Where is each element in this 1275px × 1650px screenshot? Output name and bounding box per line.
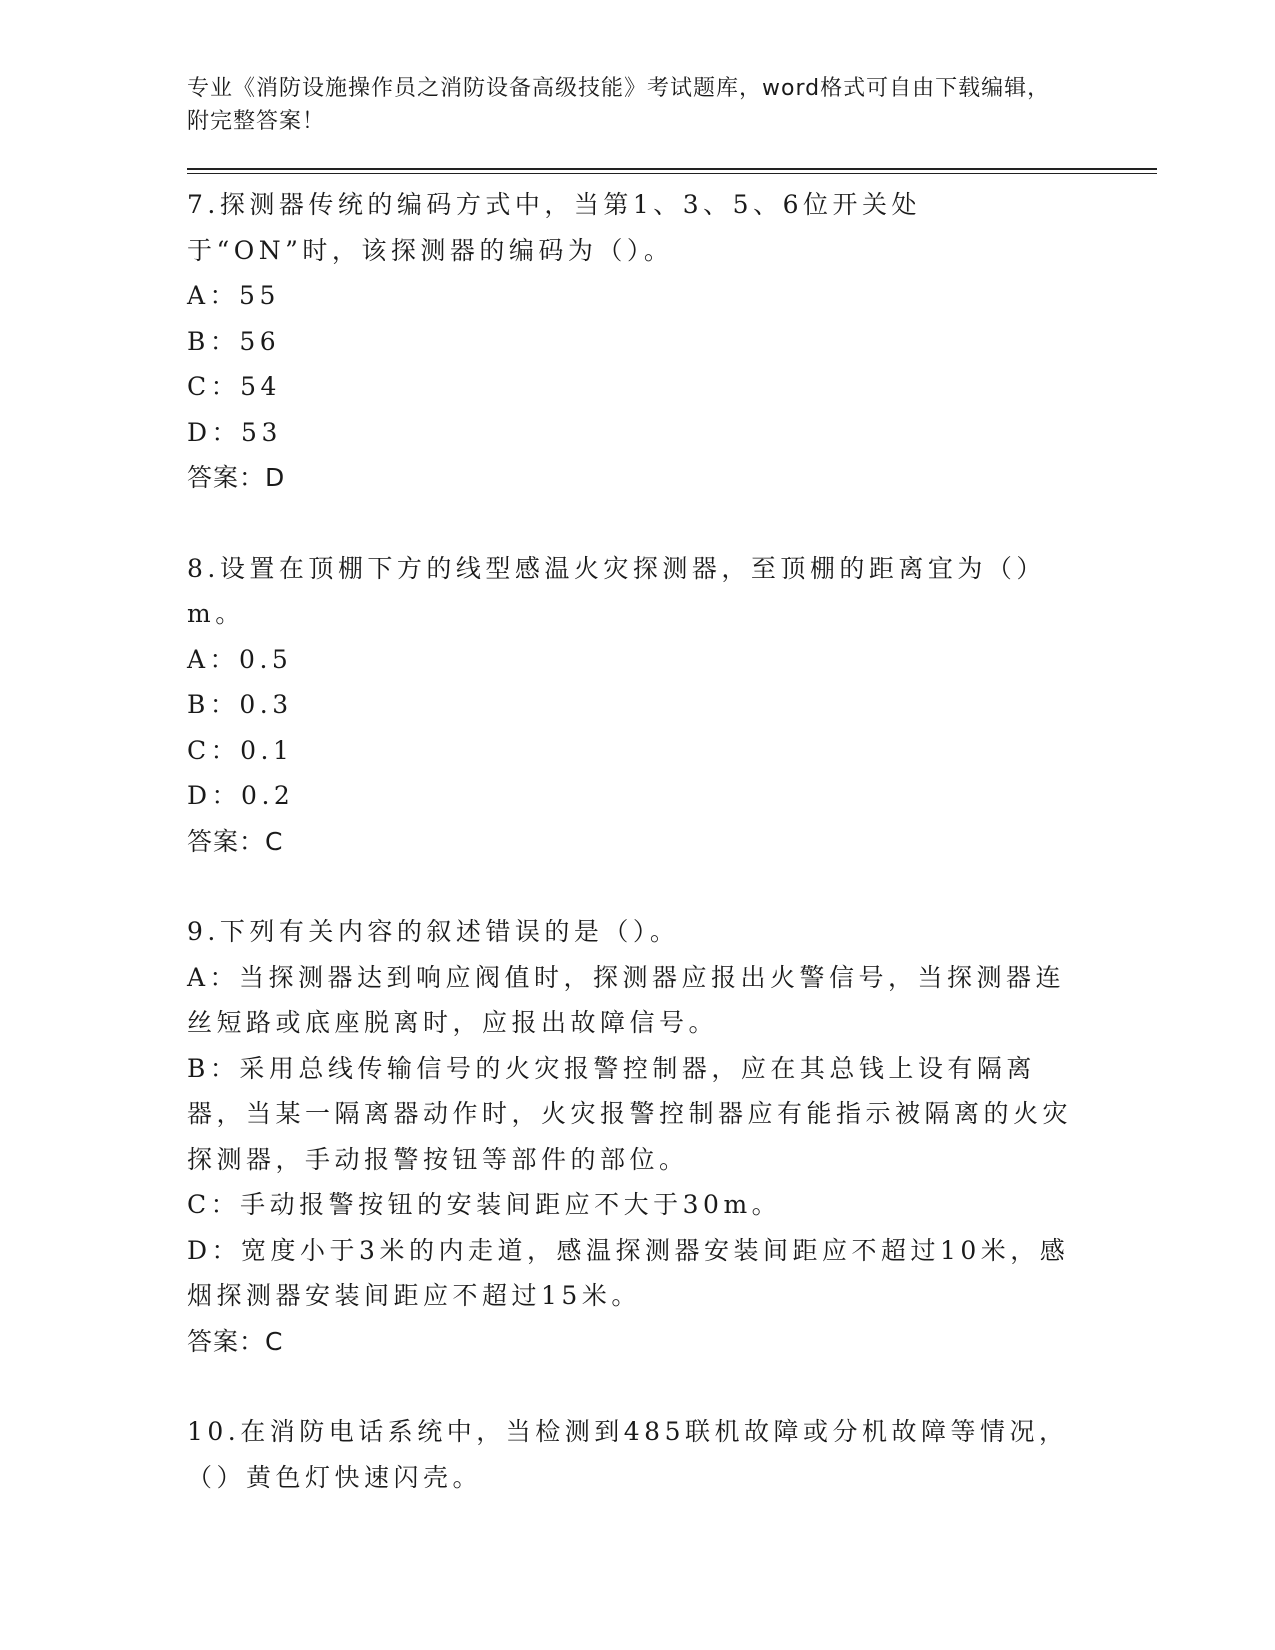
answer: 答案：C [187, 1326, 284, 1356]
option-c: C：0.1 [187, 735, 294, 765]
document-header: 专业《消防设施操作员之消防设备高级技能》考试题库，word格式可自由下载编辑，附完整答案！ [187, 76, 1051, 134]
option-b: B：56 [187, 326, 281, 356]
question-8 [187, 546, 1157, 865]
question-spacer [187, 1364, 1157, 1409]
question-stem: 10.在消防电话系统中，当检测到485联机故障或分机故障等情况，（）黄色灯快速闪壳。 [187, 1417, 1069, 1492]
option-a: A：当探测器达到响应阀值时，探测器应报出火警信号，当探测器连丝短路或底座脱离时，应报出故障信号。 [187, 962, 1066, 1037]
option-a: A：0.5 [187, 644, 293, 674]
option-d: D：53 [187, 417, 282, 447]
question-stem: 9.下列有关内容的叙述错误的是（）。 [187, 917, 680, 946]
option-d: D：宽度小于3米的内走道，感温探测器安装间距应不超过10米，感烟探测器安装间距应不超过15米。 [187, 1235, 1070, 1310]
answer: 答案：D [187, 463, 286, 492]
question-stem: 7.探测器传统的编码方式中，当第1、3、5、6位开关处于“ON”时，该探测器的编码为（）。 [187, 190, 921, 265]
document-page [187, 72, 1157, 1500]
option-b: B：采用总线传输信号的火灾报警控制器，应在其总钱上设有隔离器，当某一隔离器动作时，火灾报警控制器应有能指示被隔离的火灾探测器，手动报警按钮等部件的部位。 [187, 1053, 1073, 1174]
option-a: A：55 [187, 281, 280, 310]
option-d: D：0.2 [187, 781, 295, 810]
option-b: B：0.3 [187, 690, 293, 719]
header-divider [187, 168, 1157, 174]
option-c: C：54 [187, 372, 281, 401]
question-spacer [187, 864, 1157, 909]
answer: 答案：C [187, 826, 284, 856]
question-spacer [187, 501, 1157, 546]
question-stem: 8.设置在顶棚下方的线型感温火灾探测器，至顶棚的距离宜为（）m。 [187, 553, 1046, 628]
question-9 [187, 909, 1157, 1364]
question-7 [187, 182, 1157, 501]
question-10 [187, 1409, 1157, 1500]
option-c: C：手动报警按钮的安装间距应不大于30m。 [187, 1190, 782, 1219]
